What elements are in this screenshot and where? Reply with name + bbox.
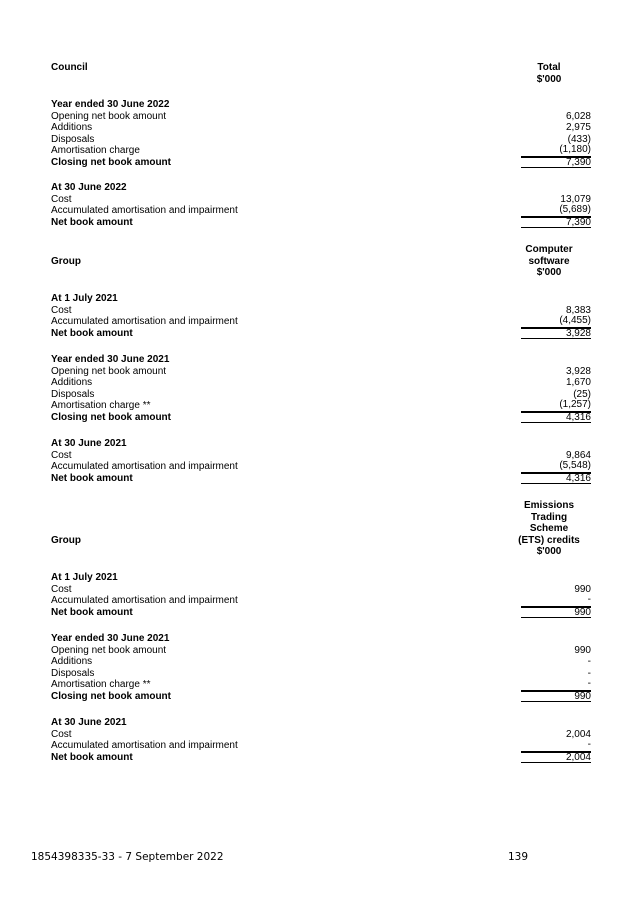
- table-row: Amortisation charge ** (1,257): [51, 399, 591, 411]
- block-title: Year ended 30 June 2021: [51, 633, 170, 644]
- block-title: At 30 June 2021: [51, 438, 127, 449]
- table-block: [51, 293, 591, 339]
- table-row: Disposals (25): [51, 388, 591, 400]
- table-block: [51, 438, 591, 484]
- table-row: Amortisation charge ** -: [51, 678, 591, 690]
- table-row: Cost 9,864: [51, 449, 591, 461]
- table-row: Accumulated amortisation and impairment (4,455): [51, 315, 591, 327]
- table-row: Disposals -: [51, 667, 591, 679]
- column-header-line: Total: [537, 62, 561, 73]
- block-title: At 30 June 2021: [51, 717, 127, 728]
- block-title: At 1 July 2021: [51, 293, 118, 304]
- table-block: [51, 354, 591, 423]
- column-header-line: Scheme: [529, 523, 569, 534]
- table-row: Accumulated amortisation and impairment (5,689): [51, 204, 591, 216]
- column-header-line: $'000: [536, 267, 562, 278]
- column-header-line: software: [528, 255, 570, 267]
- table-row: Opening net book amount 3,928: [51, 365, 591, 377]
- column-header-line: (ETS) credits: [518, 534, 580, 546]
- table-row: Accumulated amortisation and impairment (5,548): [51, 460, 591, 472]
- table-total-row: Net book amount 4,316: [51, 472, 591, 484]
- section-header-label: Group: [51, 256, 81, 267]
- table-block: [51, 633, 591, 702]
- table-row: Cost 990: [51, 583, 591, 595]
- table-row: Cost 8,383: [51, 304, 591, 316]
- table-row: Accumulated amortisation and impairment -: [51, 739, 591, 751]
- column-header-line: $'000: [536, 546, 562, 557]
- table-block: [51, 99, 591, 168]
- table-total-row: Net book amount 7,390: [51, 216, 591, 228]
- block-title: Year ended 30 June 2022: [51, 99, 170, 110]
- column-header-line: $'000: [536, 73, 562, 85]
- table-total-row: Net book amount 2,004: [51, 751, 591, 763]
- column-header: [504, 500, 594, 558]
- table-total-row: Net book amount 3,928: [51, 327, 591, 339]
- table-row: Amortisation charge (1,180): [51, 144, 591, 156]
- block-title: At 30 June 2022: [51, 182, 127, 193]
- table-block: [51, 717, 591, 763]
- footer-doc-reference: 1854398335-33 - 7 September 2022: [31, 851, 224, 863]
- table-row: Disposals (433): [51, 133, 591, 145]
- table-row: Cost 13,079: [51, 193, 591, 205]
- table-total-row: Closing net book amount 990: [51, 690, 591, 702]
- column-header-line: Computer: [525, 244, 573, 255]
- table-row: Opening net book amount 990: [51, 644, 591, 656]
- section-header-label: Group: [51, 535, 81, 546]
- table-row: Additions 2,975: [51, 122, 591, 133]
- table-total-row: Closing net book amount 7,390: [51, 156, 591, 168]
- column-header: [504, 244, 594, 279]
- table-block: [51, 572, 591, 618]
- table-row: Cost 2,004: [51, 728, 591, 740]
- table-row: Additions 1,670: [51, 377, 591, 388]
- column-header-line: Trading: [530, 511, 568, 523]
- table-block: [51, 182, 591, 228]
- table-row: Additions -: [51, 656, 591, 667]
- table-total-row: Closing net book amount 4,316: [51, 411, 591, 423]
- section-header-label: Council: [51, 62, 88, 73]
- table-total-row: Net book amount 990: [51, 606, 591, 618]
- footer-page-number: 139: [508, 851, 529, 863]
- table-row: Accumulated amortisation and impairment -: [51, 594, 591, 606]
- block-title: At 1 July 2021: [51, 572, 118, 583]
- table-row: Opening net book amount 6,028: [51, 110, 591, 122]
- block-title: Year ended 30 June 2021: [51, 354, 170, 365]
- column-header-line: Emissions: [523, 500, 575, 511]
- column-header: [504, 62, 594, 85]
